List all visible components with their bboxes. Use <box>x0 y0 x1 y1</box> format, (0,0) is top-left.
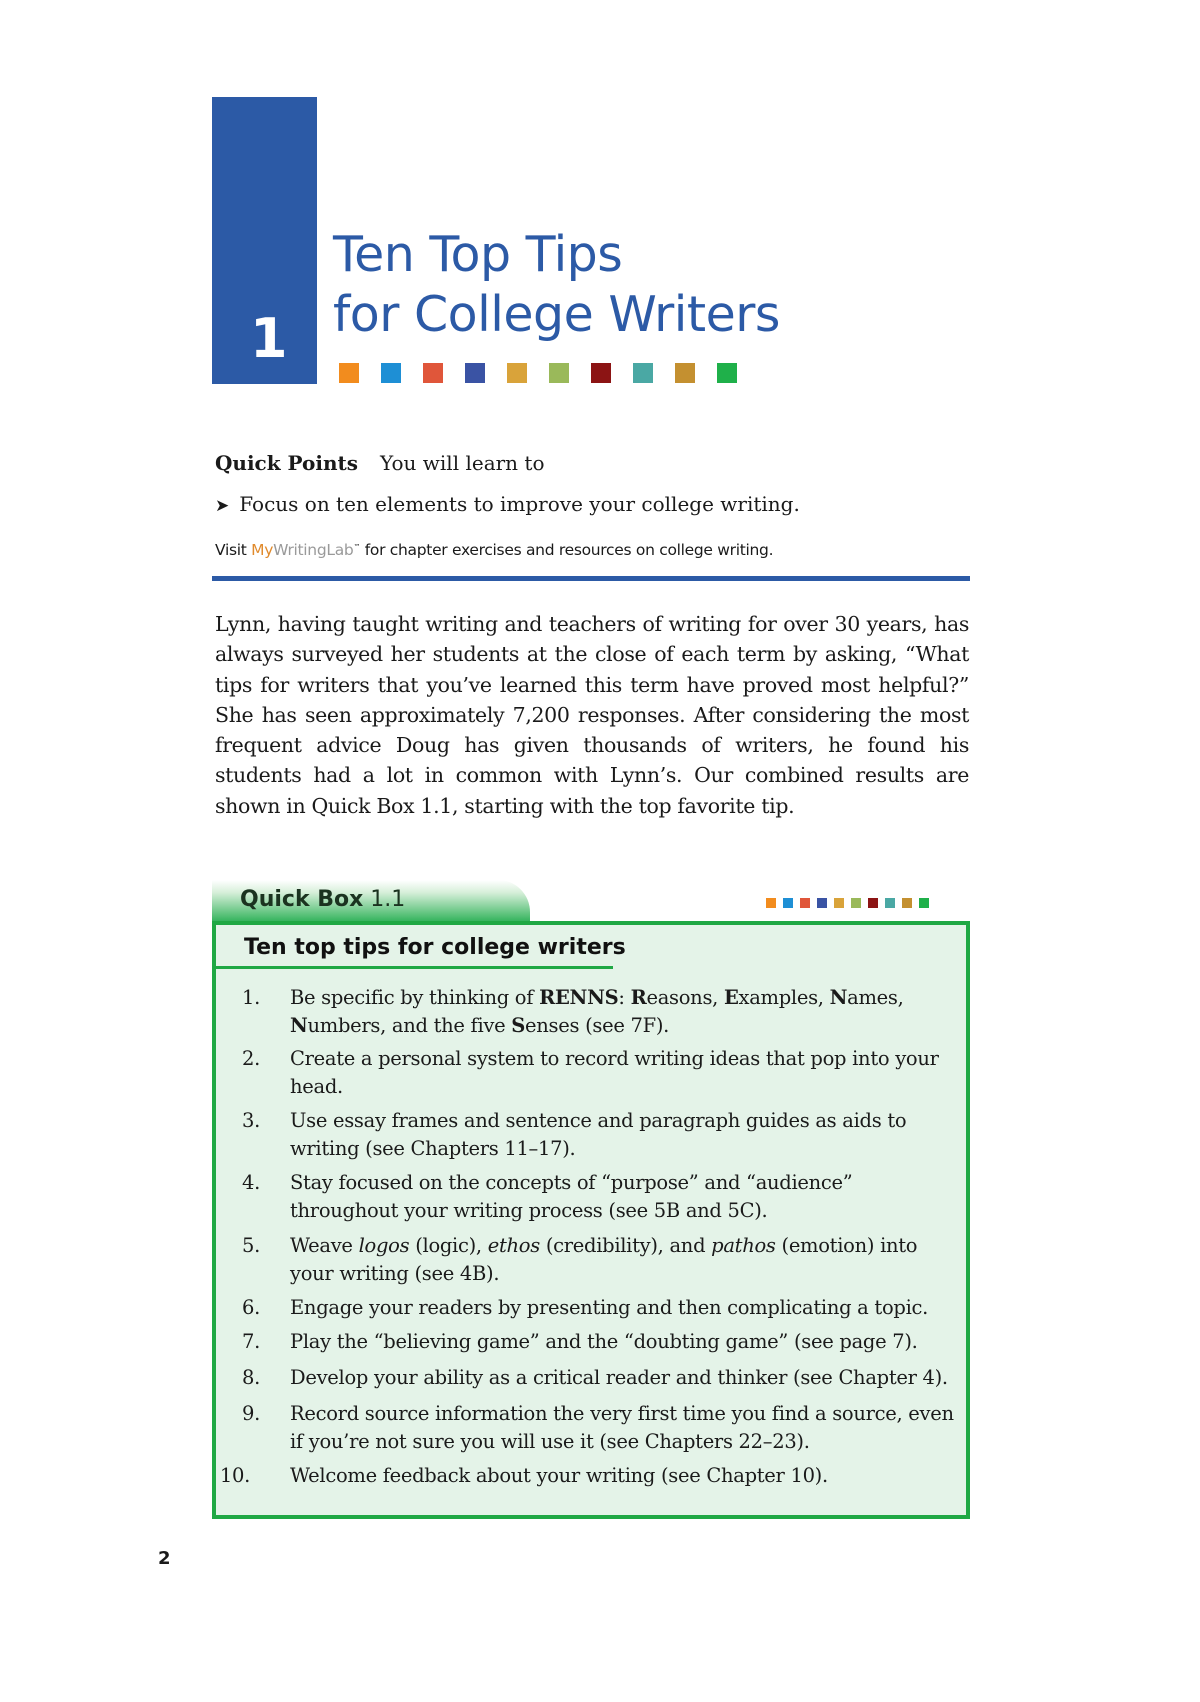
visit-suffix: for chapter exercises and resources on college writing. <box>360 541 774 560</box>
quick-box-heading-rule <box>216 966 613 969</box>
color-square-7 <box>591 363 611 383</box>
color-square-9 <box>675 363 695 383</box>
quick-points-line <box>215 450 545 476</box>
tip-text <box>290 1364 955 1392</box>
tip-number: 7. <box>241 1330 260 1353</box>
tip-text-part: (credibility), and <box>539 1234 712 1257</box>
tip-text-part: E <box>723 986 739 1009</box>
tip-text-part: Welcome feedback about your writing (see Chapter 10). <box>290 1464 828 1487</box>
tip-text-part: Weave <box>290 1234 359 1257</box>
arrow-bullet-icon: ➤ <box>215 496 230 516</box>
small-color-square-8 <box>885 898 895 908</box>
small-color-square-7 <box>868 898 878 908</box>
tip-text <box>290 1328 955 1356</box>
tip-text <box>290 1400 955 1456</box>
tip-text-part: easons, <box>646 986 724 1009</box>
tip-text-part: ames, <box>847 986 904 1009</box>
visit-line <box>215 537 773 560</box>
color-square-4 <box>465 363 485 383</box>
tip-text-part: S <box>511 1014 526 1037</box>
chapter-title <box>333 225 780 345</box>
quick-points-divider <box>212 576 970 581</box>
tip-text <box>290 1169 955 1225</box>
quick-box-tab-label-bold: Quick Box <box>240 887 364 912</box>
tip-text <box>290 1045 955 1101</box>
tip-text-part: (emotion) into your writing (see 4B). <box>290 1234 918 1285</box>
tip-number: 6. <box>241 1296 260 1319</box>
mywritinglab-link[interactable] <box>251 541 360 559</box>
tip-text-part: : <box>618 986 631 1009</box>
color-square-1 <box>339 363 359 383</box>
tip-number: 5. <box>241 1234 260 1257</box>
tip-text <box>290 1232 955 1288</box>
tip-text-part: xamples, <box>738 986 830 1009</box>
small-color-square-3 <box>800 898 810 908</box>
quick-box-tab-label <box>240 887 405 913</box>
tip-text-part: Stay focused on the concepts of “purpose” and “audience” throughout your writing process (see 5B and 5C). <box>290 1171 853 1222</box>
small-color-square-4 <box>817 898 827 908</box>
color-square-8 <box>633 363 653 383</box>
tip-number: 10. <box>219 1464 250 1487</box>
mywritinglab-my: My <box>251 541 274 560</box>
chapter-number: 1 <box>250 307 288 370</box>
tip-text-part: Record source information the very first time you find a source, even if you’re not sure you will use it (see Chapters 22–23). <box>290 1402 954 1453</box>
tip-number: 1. <box>241 986 260 1009</box>
tip-text-part: logos <box>358 1234 410 1257</box>
tip-text <box>290 1107 955 1163</box>
tip-text-part: (logic), <box>409 1234 488 1257</box>
small-color-square-10 <box>919 898 929 908</box>
visit-prefix: Visit <box>215 541 252 560</box>
tip-number: 8. <box>241 1366 260 1389</box>
tip-text-part: N <box>290 1014 308 1037</box>
chapter-title-line-1: Ten Top Tips <box>333 226 623 283</box>
quick-points-lead: You will learn to <box>380 451 545 475</box>
quick-points-bullet <box>215 491 800 519</box>
tip-text-part: N <box>829 986 848 1009</box>
small-color-square-2 <box>783 898 793 908</box>
tip-number: 2. <box>241 1047 260 1070</box>
small-color-square-1 <box>766 898 776 908</box>
chapter-title-line-2: for College Writers <box>333 286 780 343</box>
small-color-square-6 <box>851 898 861 908</box>
color-square-10 <box>717 363 737 383</box>
quick-points-bullet-text: Focus on ten elements to improve your college writing. <box>239 492 800 516</box>
small-color-square-9 <box>902 898 912 908</box>
tip-text-part: Use essay frames and sentence and paragraph guides as aids to writing (see Chapters 11–17). <box>290 1109 907 1160</box>
tip-text <box>290 984 955 1040</box>
tip-text-part: Create a personal system to record writing ideas that pop into your head. <box>290 1047 939 1098</box>
tip-number: 3. <box>241 1109 260 1132</box>
tip-text-part: Engage your readers by presenting and then complicating a topic. <box>290 1296 929 1319</box>
color-square-2 <box>381 363 401 383</box>
tip-text-part: umbers, and the five <box>307 1014 512 1037</box>
tip-text-part: Develop your ability as a critical reader and thinker (see Chapter 4). <box>290 1366 948 1389</box>
tip-text-part: pathos <box>711 1234 776 1257</box>
trademark-mark: ™ <box>353 543 361 551</box>
quick-box-tab-label-number: 1.1 <box>363 887 406 912</box>
intro-paragraph: Lynn, having taught writing and teachers of writing for over 30 years, has always surveyed her students at the close of each term by asking, “What tips for writers that you’ve learned this term have proved most helpful?” She has seen approximately 7,200 responses. After considering the most frequent advice Doug has given thousands of writers, he found his students had a lot in common with Lynn’s. Our combined results are shown in Quick Box 1.1, starting with the top favorite tip. <box>215 612 969 818</box>
mywritinglab-rest: WritingLab <box>273 541 354 560</box>
tip-number: 9. <box>241 1402 260 1425</box>
small-color-square-5 <box>834 898 844 908</box>
page-number: 2 <box>158 1548 171 1569</box>
chapter-color-squares <box>339 363 737 383</box>
color-square-6 <box>549 363 569 383</box>
tip-text-part: ethos <box>487 1234 540 1257</box>
tip-text-part: Be specific by thinking of <box>290 986 540 1009</box>
tip-text-part: Play the “believing game” and the “doubting game” (see page 7). <box>290 1330 918 1353</box>
tip-text-part: R <box>630 986 647 1009</box>
tip-text-part: RENNS <box>539 986 619 1009</box>
tip-number: 4. <box>241 1171 260 1194</box>
color-square-5 <box>507 363 527 383</box>
quick-box-color-squares <box>766 898 929 908</box>
tip-text <box>290 1294 955 1322</box>
quick-points-label: Quick Points <box>215 451 359 475</box>
quick-box-heading: Ten top tips for college writers <box>244 935 626 960</box>
tip-text <box>290 1462 955 1490</box>
color-square-3 <box>423 363 443 383</box>
tip-text-part: enses (see 7F). <box>525 1014 670 1037</box>
